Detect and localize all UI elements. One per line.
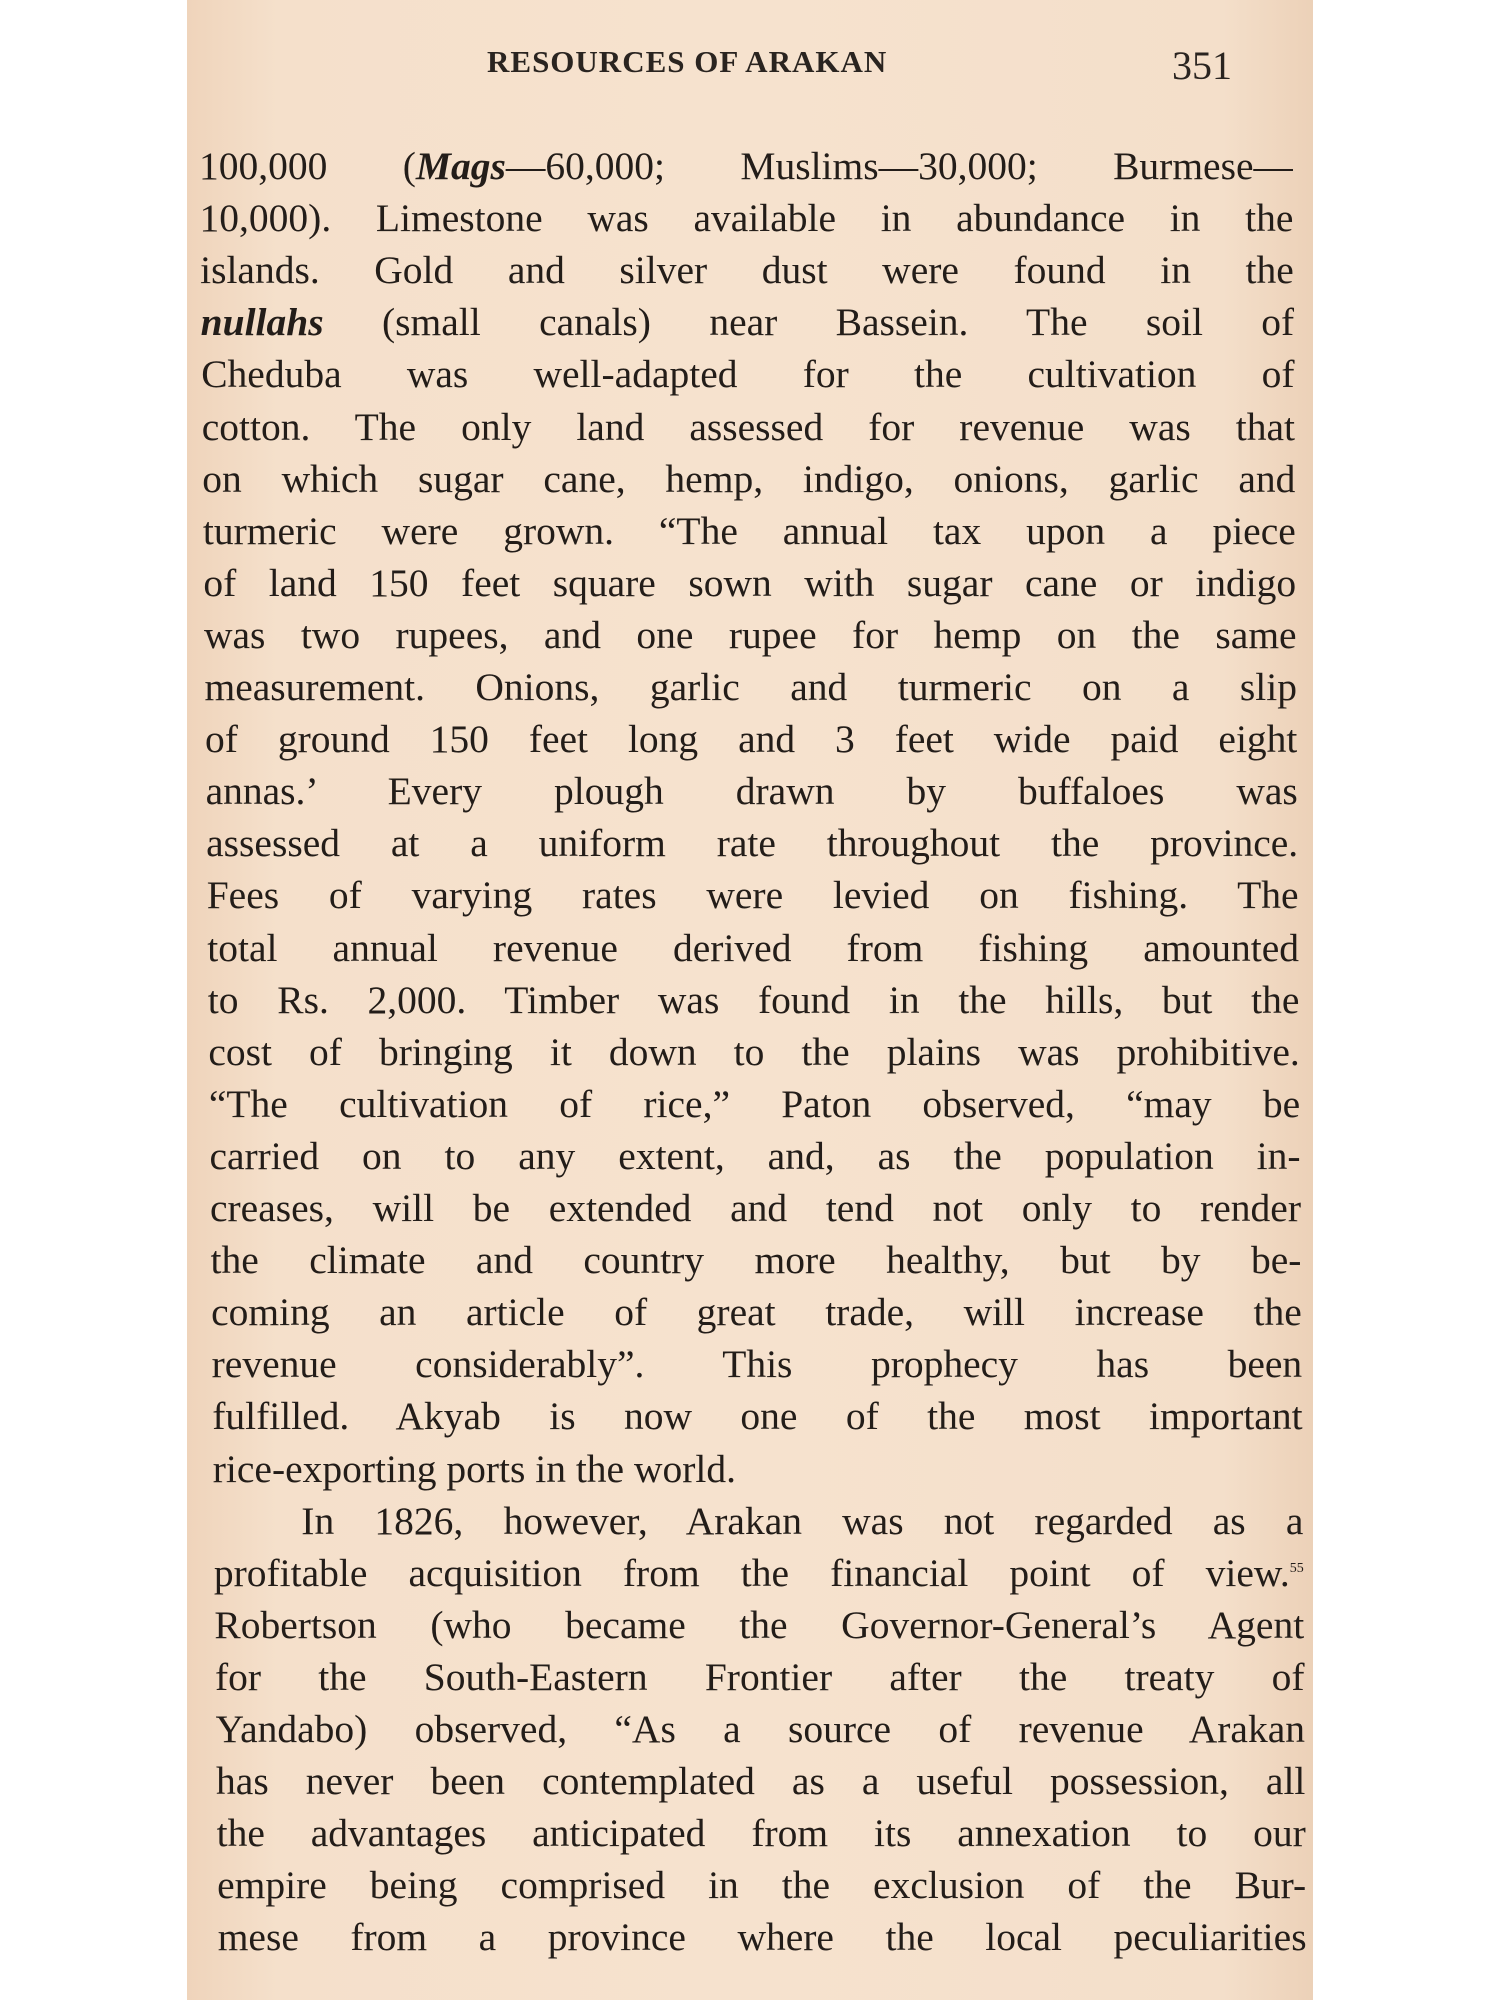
running-head-title: RESOURCES OF ARAKAN xyxy=(487,44,888,79)
line-text: cost of bringing it down to the plains was prohibitive. xyxy=(208,1029,1300,1074)
line-text: 100,000 ( xyxy=(199,144,416,188)
text-line xyxy=(213,1443,1303,1495)
line-text: Fees of varying rates were levied on fishing. The xyxy=(206,873,1299,918)
line-text: revenue considerably”. This prophecy has been xyxy=(211,1342,1303,1387)
text-line xyxy=(202,401,1295,453)
line-text: turmeric were grown. “The annual tax upon a piece xyxy=(202,508,1296,553)
text-line xyxy=(212,1338,1303,1390)
text-line xyxy=(201,296,1295,348)
text-line xyxy=(199,140,1293,192)
text-line xyxy=(217,1807,1306,1859)
text-line xyxy=(200,244,1294,296)
text-line xyxy=(208,1026,1299,1078)
text-line xyxy=(212,1390,1302,1442)
text-line xyxy=(201,348,1294,400)
text-line xyxy=(206,817,1298,869)
text-line xyxy=(209,1078,1300,1130)
text-line xyxy=(205,661,1298,713)
line-text: the climate and country more healthy, but by be- xyxy=(210,1238,1302,1283)
text-line xyxy=(202,453,1295,505)
line-text: to Rs. 2,000. Timber was found in the hills, but the xyxy=(207,977,1300,1022)
line-text: of ground 150 feet long and 3 feet wide paid eight xyxy=(205,717,1298,762)
book-page xyxy=(187,0,1313,2000)
text-line xyxy=(217,1859,1306,1911)
line-text: annas.’ Every plough drawn by buffaloes was xyxy=(205,769,1298,814)
line-text: islands. Gold and silver dust were found in the xyxy=(200,248,1294,293)
line-text: mese from a province where the local peculiarities xyxy=(217,1915,1307,1960)
text-line xyxy=(203,505,1296,557)
line-text: “The cultivation of rice,” Paton observed, “may be xyxy=(208,1081,1301,1126)
line-text: for the South-Eastern Frontier after the treaty of xyxy=(214,1654,1305,1699)
text-line xyxy=(209,1130,1300,1182)
text-line xyxy=(216,1755,1305,1807)
line-text: has never been contemplated as a useful possession, all xyxy=(216,1759,1306,1804)
line-text: of land 150 feet square sown with sugar cane or indigo xyxy=(203,560,1297,605)
line-text: fulfilled. Akyab is now one of the most important xyxy=(212,1394,1303,1439)
line-text: (small canals) near Bassein. The soil of xyxy=(323,300,1295,345)
text-line xyxy=(215,1651,1305,1703)
line-text: measurement. Onions, garlic and turmeric on a slip xyxy=(204,665,1297,709)
text-line xyxy=(211,1234,1302,1286)
line-text: on which sugar cane, hemp, indigo, onions, garlic and xyxy=(202,456,1296,501)
text-line xyxy=(214,1547,1304,1599)
line-text: carried on to any extent, and, as the population in- xyxy=(209,1133,1301,1178)
line-text: was two rupees, and one rupee for hemp on the same xyxy=(203,612,1297,657)
line-text: total annual revenue derived from fishing amounted xyxy=(207,925,1299,970)
line-text: profitable acquisition from the financial point of view. xyxy=(213,1550,1290,1595)
running-head xyxy=(187,42,1313,92)
text-line xyxy=(208,974,1300,1026)
text-line xyxy=(207,922,1299,974)
text-line xyxy=(218,1911,1307,1963)
line-text: coming an article of great trade, will increase the xyxy=(211,1290,1302,1335)
line-text: 10,000). Limestone was available in abundance in the xyxy=(199,196,1294,241)
text-line xyxy=(206,765,1298,817)
line-text: the advantages anticipated from its annexation to our xyxy=(216,1811,1306,1856)
line-text: —60,000; Muslims—30,000; Burmese— xyxy=(505,144,1293,188)
line-text: Robertson (who became the Governor-General’s Agent xyxy=(214,1602,1305,1647)
line-text: empire being comprised in the exclusion of the Bur- xyxy=(217,1863,1307,1908)
line-text: rice-exporting ports in the world. xyxy=(212,1446,736,1491)
line-text: Cheduba was well-adapted for the cultivation of xyxy=(201,352,1295,397)
text-line xyxy=(301,1495,1303,1547)
footnote-marker: 55 xyxy=(1289,1560,1304,1576)
line-text: cotton. The only land assessed for revenue was that xyxy=(201,404,1295,449)
italic-term: Mags xyxy=(415,144,506,188)
text-line xyxy=(216,1703,1306,1755)
text-line xyxy=(207,869,1299,921)
text-line xyxy=(204,609,1297,661)
line-text: assessed at a uniform rate throughout the province. xyxy=(206,821,1299,866)
text-line xyxy=(200,192,1294,244)
line-text: Yandabo) observed, “As a source of revenue Arakan xyxy=(215,1707,1305,1751)
text-line xyxy=(210,1182,1301,1234)
text-line xyxy=(211,1286,1302,1338)
page-number: 351 xyxy=(1172,43,1232,88)
text-line xyxy=(214,1599,1304,1651)
text-line xyxy=(205,713,1297,765)
line-text: In 1826, however, Arakan was not regarded as a xyxy=(301,1498,1304,1543)
line-text: creases, will be extended and tend not only to render xyxy=(210,1186,1301,1230)
text-line xyxy=(203,557,1296,609)
italic-term: nullahs xyxy=(200,300,324,345)
